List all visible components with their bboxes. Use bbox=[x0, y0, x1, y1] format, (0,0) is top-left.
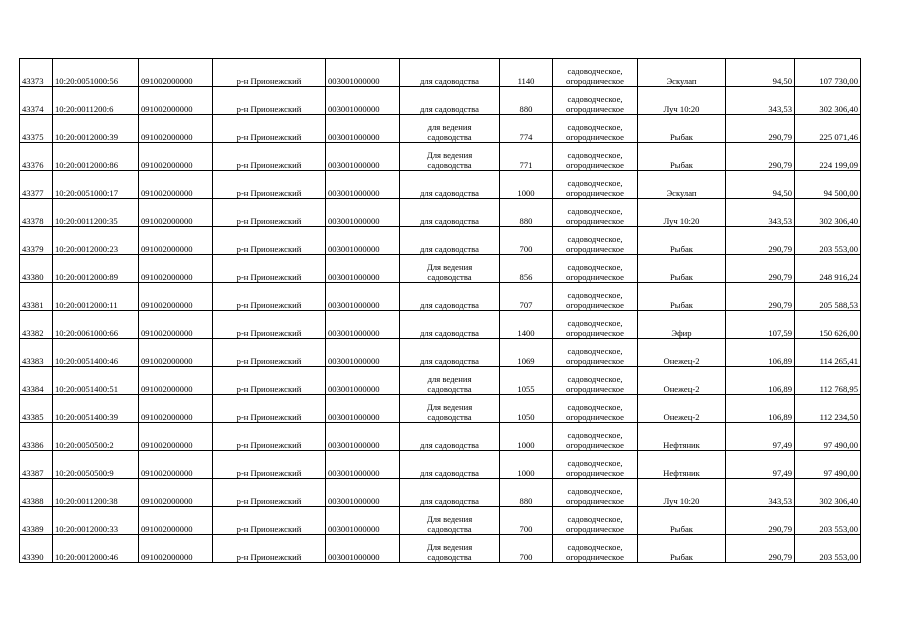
land-category-cell bbox=[553, 87, 638, 115]
permitted-use-cell bbox=[400, 199, 500, 227]
specific-value-cell: 290,79 bbox=[726, 283, 795, 311]
district-cell: р-н Прионежский bbox=[213, 87, 326, 115]
area-cell: 1050 bbox=[500, 395, 553, 423]
partnership-name-cell: Рыбак bbox=[638, 143, 726, 171]
permitted-use-cell bbox=[400, 395, 500, 423]
permitted-use-line: садоводства bbox=[427, 412, 472, 422]
permitted-use-line: садоводства bbox=[427, 132, 472, 142]
partnership-name-cell: Луч 10:20 bbox=[638, 87, 726, 115]
permitted-use-cell bbox=[400, 115, 500, 143]
cadastral-cost-cell: 205 588,53 bbox=[795, 283, 861, 311]
permitted-use-cell bbox=[400, 535, 500, 563]
land-category-line: огородническое bbox=[566, 76, 624, 86]
land-category-cell bbox=[553, 507, 638, 535]
permitted-use-line: для садоводства bbox=[420, 468, 479, 478]
land-category-line: садоводческое, bbox=[567, 66, 623, 76]
cadastral-number-cell: 10:20:0011200:6 bbox=[53, 87, 139, 115]
okato-code-cell: 003001000000 bbox=[326, 451, 400, 479]
region-code-cell: 091002000000 bbox=[139, 479, 213, 507]
cadastral-number-cell: 10:20:0012000:33 bbox=[53, 507, 139, 535]
cadastral-number-cell: 10:20:0050500:2 bbox=[53, 423, 139, 451]
district-cell: р-н Прионежский bbox=[213, 395, 326, 423]
record-number-cell: 43377 bbox=[20, 171, 53, 199]
cadastral-number-cell: 10:20:0012000:86 bbox=[53, 143, 139, 171]
land-category-line: садоводческое, bbox=[567, 514, 623, 524]
land-category-line: садоводческое, bbox=[567, 234, 623, 244]
cadastral-cost-cell: 302 306,40 bbox=[795, 199, 861, 227]
table-row bbox=[20, 479, 861, 507]
permitted-use-cell bbox=[400, 507, 500, 535]
permitted-use-line: садоводства bbox=[427, 160, 472, 170]
cadastral-cost-cell: 97 490,00 bbox=[795, 451, 861, 479]
area-cell: 880 bbox=[500, 87, 553, 115]
region-code-cell: 091002000000 bbox=[139, 255, 213, 283]
region-code-cell: 091002000000 bbox=[139, 339, 213, 367]
permitted-use-cell bbox=[400, 227, 500, 255]
permitted-use-line: для садоводства bbox=[420, 76, 479, 86]
cadastral-number-cell: 10:20:0051400:51 bbox=[53, 367, 139, 395]
permitted-use-line: садоводства bbox=[427, 524, 472, 534]
land-category-cell bbox=[553, 479, 638, 507]
table-row bbox=[20, 227, 861, 255]
record-number-cell: 43390 bbox=[20, 535, 53, 563]
land-category-line: огородническое bbox=[566, 468, 624, 478]
cadastral-number-cell: 10:20:0012000:46 bbox=[53, 535, 139, 563]
cadastral-number-cell: 10:20:0051400:39 bbox=[53, 395, 139, 423]
land-category-cell bbox=[553, 283, 638, 311]
land-category-line: садоводческое, bbox=[567, 486, 623, 496]
permitted-use-line: для ведения bbox=[427, 122, 472, 132]
cadastral-cost-cell: 203 553,00 bbox=[795, 535, 861, 563]
registry-body bbox=[20, 59, 861, 563]
cadastral-number-cell: 10:20:0012000:89 bbox=[53, 255, 139, 283]
land-category-cell bbox=[553, 115, 638, 143]
cadastral-cost-cell: 203 553,00 bbox=[795, 227, 861, 255]
okato-code-cell: 003001000000 bbox=[326, 339, 400, 367]
cadastral-cost-cell: 94 500,00 bbox=[795, 171, 861, 199]
area-cell: 700 bbox=[500, 535, 553, 563]
cadastral-cost-cell: 224 199,09 bbox=[795, 143, 861, 171]
area-cell: 1069 bbox=[500, 339, 553, 367]
permitted-use-line: Для ведения bbox=[426, 514, 473, 524]
land-category-line: садоводческое, bbox=[567, 374, 623, 384]
land-category-line: огородническое bbox=[566, 132, 624, 142]
table-row bbox=[20, 395, 861, 423]
permitted-use-cell bbox=[400, 479, 500, 507]
cadastral-cost-cell: 112 234,50 bbox=[795, 395, 861, 423]
region-code-cell: 091002000000 bbox=[139, 451, 213, 479]
cadastral-cost-cell: 97 490,00 bbox=[795, 423, 861, 451]
permitted-use-cell bbox=[400, 171, 500, 199]
area-cell: 880 bbox=[500, 479, 553, 507]
permitted-use-line: для садоводства bbox=[420, 300, 479, 310]
record-number-cell: 43379 bbox=[20, 227, 53, 255]
land-category-cell bbox=[553, 227, 638, 255]
area-cell: 1000 bbox=[500, 423, 553, 451]
land-category-cell bbox=[553, 255, 638, 283]
district-cell: р-н Прионежский bbox=[213, 199, 326, 227]
land-category-line: садоводческое, bbox=[567, 262, 623, 272]
region-code-cell: 091002000000 bbox=[139, 199, 213, 227]
partnership-name-cell: Рыбак bbox=[638, 283, 726, 311]
okato-code-cell: 003001000000 bbox=[326, 143, 400, 171]
land-category-line: огородническое bbox=[566, 440, 624, 450]
land-category-line: огородническое bbox=[566, 188, 624, 198]
area-cell: 700 bbox=[500, 227, 553, 255]
table-row bbox=[20, 283, 861, 311]
record-number-cell: 43376 bbox=[20, 143, 53, 171]
land-category-cell bbox=[553, 311, 638, 339]
cadastral-number-cell: 10:20:0011200:35 bbox=[53, 199, 139, 227]
district-cell: р-н Прионежский bbox=[213, 143, 326, 171]
table-row bbox=[20, 507, 861, 535]
land-category-line: огородническое bbox=[566, 524, 624, 534]
region-code-cell: 091002000000 bbox=[139, 395, 213, 423]
cadastral-number-cell: 10:20:0011200:38 bbox=[53, 479, 139, 507]
land-category-line: огородническое bbox=[566, 300, 624, 310]
table-row bbox=[20, 451, 861, 479]
land-category-cell bbox=[553, 395, 638, 423]
specific-value-cell: 97,49 bbox=[726, 451, 795, 479]
partnership-name-cell: Эскулап bbox=[638, 59, 726, 87]
cadastral-number-cell: 10:20:0012000:39 bbox=[53, 115, 139, 143]
permitted-use-line: Для ведения bbox=[426, 542, 473, 552]
permitted-use-cell bbox=[400, 423, 500, 451]
district-cell: р-н Прионежский bbox=[213, 367, 326, 395]
specific-value-cell: 106,89 bbox=[726, 339, 795, 367]
record-number-cell: 43378 bbox=[20, 199, 53, 227]
permitted-use-cell bbox=[400, 339, 500, 367]
land-category-cell bbox=[553, 535, 638, 563]
partnership-name-cell: Нефтяник bbox=[638, 451, 726, 479]
cadastral-cost-cell: 114 265,41 bbox=[795, 339, 861, 367]
record-number-cell: 43382 bbox=[20, 311, 53, 339]
permitted-use-cell bbox=[400, 143, 500, 171]
cadastral-cost-cell: 302 306,40 bbox=[795, 479, 861, 507]
permitted-use-cell bbox=[400, 367, 500, 395]
permitted-use-line: для садоводства bbox=[420, 216, 479, 226]
district-cell: р-н Прионежский bbox=[213, 311, 326, 339]
land-category-line: садоводческое, bbox=[567, 290, 623, 300]
land-category-cell bbox=[553, 367, 638, 395]
cadastral-cost-cell: 225 071,46 bbox=[795, 115, 861, 143]
area-cell: 771 bbox=[500, 143, 553, 171]
permitted-use-line: Для ведения bbox=[426, 150, 473, 160]
table-row bbox=[20, 115, 861, 143]
cadastral-number-cell: 10:20:0050500:9 bbox=[53, 451, 139, 479]
land-category-line: огородническое bbox=[566, 328, 624, 338]
area-cell: 1000 bbox=[500, 171, 553, 199]
specific-value-cell: 107,59 bbox=[726, 311, 795, 339]
region-code-cell: 091002000000 bbox=[139, 507, 213, 535]
table-row bbox=[20, 311, 861, 339]
permitted-use-cell bbox=[400, 311, 500, 339]
record-number-cell: 43373 bbox=[20, 59, 53, 87]
permitted-use-line: для садоводства bbox=[420, 188, 479, 198]
specific-value-cell: 290,79 bbox=[726, 535, 795, 563]
land-category-line: огородническое bbox=[566, 160, 624, 170]
area-cell: 774 bbox=[500, 115, 553, 143]
land-category-cell bbox=[553, 451, 638, 479]
area-cell: 880 bbox=[500, 199, 553, 227]
land-category-line: садоводческое, bbox=[567, 430, 623, 440]
okato-code-cell: 003001000000 bbox=[326, 115, 400, 143]
cadastral-cost-cell: 302 306,40 bbox=[795, 87, 861, 115]
district-cell: р-н Прионежский bbox=[213, 507, 326, 535]
land-category-line: огородническое bbox=[566, 496, 624, 506]
district-cell: р-н Прионежский bbox=[213, 171, 326, 199]
region-code-cell: 091002000000 bbox=[139, 115, 213, 143]
cadastral-number-cell: 10:20:0012000:11 bbox=[53, 283, 139, 311]
cadastral-cost-cell: 150 626,00 bbox=[795, 311, 861, 339]
okato-code-cell: 003001000000 bbox=[326, 423, 400, 451]
land-category-line: садоводческое, bbox=[567, 346, 623, 356]
record-number-cell: 43384 bbox=[20, 367, 53, 395]
table-row bbox=[20, 199, 861, 227]
land-category-line: огородническое bbox=[566, 412, 624, 422]
region-code-cell: 091002000000 bbox=[139, 87, 213, 115]
land-category-cell bbox=[553, 171, 638, 199]
permitted-use-line: для садоводства bbox=[420, 244, 479, 254]
record-number-cell: 43380 bbox=[20, 255, 53, 283]
region-code-cell: 091002000000 bbox=[139, 171, 213, 199]
land-category-line: огородническое bbox=[566, 104, 624, 114]
specific-value-cell: 94,50 bbox=[726, 59, 795, 87]
okato-code-cell: 003001000000 bbox=[326, 199, 400, 227]
okato-code-cell: 003001000000 bbox=[326, 367, 400, 395]
district-cell: р-н Прионежский bbox=[213, 535, 326, 563]
land-category-line: садоводческое, bbox=[567, 542, 623, 552]
area-cell: 707 bbox=[500, 283, 553, 311]
region-code-cell: 091002000000 bbox=[139, 143, 213, 171]
partnership-name-cell: Луч 10:20 bbox=[638, 199, 726, 227]
okato-code-cell: 003001000000 bbox=[326, 507, 400, 535]
partnership-name-cell: Онежец-2 bbox=[638, 339, 726, 367]
table-row bbox=[20, 535, 861, 563]
partnership-name-cell: Эскулап bbox=[638, 171, 726, 199]
area-cell: 1400 bbox=[500, 311, 553, 339]
permitted-use-cell bbox=[400, 87, 500, 115]
partnership-name-cell: Рыбак bbox=[638, 507, 726, 535]
okato-code-cell: 003001000000 bbox=[326, 535, 400, 563]
partnership-name-cell: Рыбак bbox=[638, 535, 726, 563]
land-category-line: огородническое bbox=[566, 356, 624, 366]
cadastral-cost-cell: 112 768,95 bbox=[795, 367, 861, 395]
record-number-cell: 43385 bbox=[20, 395, 53, 423]
region-code-cell: 091002000000 bbox=[139, 283, 213, 311]
permitted-use-line: садоводства bbox=[427, 552, 472, 562]
record-number-cell: 43381 bbox=[20, 283, 53, 311]
permitted-use-cell bbox=[400, 255, 500, 283]
region-code-cell: 091002000000 bbox=[139, 311, 213, 339]
land-category-line: огородническое bbox=[566, 384, 624, 394]
cadastral-cost-cell: 107 730,00 bbox=[795, 59, 861, 87]
specific-value-cell: 290,79 bbox=[726, 227, 795, 255]
district-cell: р-н Прионежский bbox=[213, 227, 326, 255]
land-category-cell bbox=[553, 423, 638, 451]
district-cell: р-н Прионежский bbox=[213, 479, 326, 507]
permitted-use-line: для садоводства bbox=[420, 440, 479, 450]
land-category-line: садоводческое, bbox=[567, 122, 623, 132]
okato-code-cell: 003001000000 bbox=[326, 479, 400, 507]
cadastral-number-cell: 10:20:0012000:23 bbox=[53, 227, 139, 255]
land-category-line: огородническое bbox=[566, 216, 624, 226]
land-category-line: садоводческое, bbox=[567, 458, 623, 468]
partnership-name-cell: Рыбак bbox=[638, 227, 726, 255]
partnership-name-cell: Луч 10:20 bbox=[638, 479, 726, 507]
partnership-name-cell: Нефтяник bbox=[638, 423, 726, 451]
okato-code-cell: 003001000000 bbox=[326, 311, 400, 339]
land-category-line: садоводческое, bbox=[567, 206, 623, 216]
table-row bbox=[20, 87, 861, 115]
cadastral-number-cell: 10:20:0051000:56 bbox=[53, 59, 139, 87]
land-category-cell bbox=[553, 339, 638, 367]
permitted-use-cell bbox=[400, 451, 500, 479]
land-category-cell bbox=[553, 59, 638, 87]
land-category-line: огородническое bbox=[566, 244, 624, 254]
region-code-cell: 091002000000 bbox=[139, 367, 213, 395]
partnership-name-cell: Рыбак bbox=[638, 255, 726, 283]
partnership-name-cell: Онежец-2 bbox=[638, 367, 726, 395]
district-cell: р-н Прионежский bbox=[213, 115, 326, 143]
permitted-use-line: для садоводства bbox=[420, 328, 479, 338]
partnership-name-cell: Эфир bbox=[638, 311, 726, 339]
okato-code-cell: 003001000000 bbox=[326, 255, 400, 283]
okato-code-cell: 003001000000 bbox=[326, 171, 400, 199]
region-code-cell: 091002000000 bbox=[139, 423, 213, 451]
land-registry-table bbox=[19, 58, 861, 563]
record-number-cell: 43389 bbox=[20, 507, 53, 535]
specific-value-cell: 290,79 bbox=[726, 255, 795, 283]
district-cell: р-н Прионежский bbox=[213, 255, 326, 283]
cadastral-number-cell: 10:20:0051400:46 bbox=[53, 339, 139, 367]
permitted-use-line: для ведения bbox=[427, 374, 472, 384]
region-code-cell: 091002000000 bbox=[139, 535, 213, 563]
district-cell: р-н Прионежский bbox=[213, 283, 326, 311]
record-number-cell: 43375 bbox=[20, 115, 53, 143]
table-row bbox=[20, 367, 861, 395]
cadastral-number-cell: 10:20:0051000:17 bbox=[53, 171, 139, 199]
specific-value-cell: 343,53 bbox=[726, 479, 795, 507]
table-row bbox=[20, 255, 861, 283]
record-number-cell: 43388 bbox=[20, 479, 53, 507]
permitted-use-line: для садоводства bbox=[420, 356, 479, 366]
district-cell: р-н Прионежский bbox=[213, 451, 326, 479]
specific-value-cell: 97,49 bbox=[726, 423, 795, 451]
area-cell: 856 bbox=[500, 255, 553, 283]
area-cell: 700 bbox=[500, 507, 553, 535]
record-number-cell: 43386 bbox=[20, 423, 53, 451]
table-row bbox=[20, 171, 861, 199]
permitted-use-cell bbox=[400, 59, 500, 87]
record-number-cell: 43383 bbox=[20, 339, 53, 367]
okato-code-cell: 003001000000 bbox=[326, 59, 400, 87]
land-category-line: садоводческое, bbox=[567, 94, 623, 104]
permitted-use-line: для садоводства bbox=[420, 496, 479, 506]
region-code-cell: 091002000000 bbox=[139, 59, 213, 87]
partnership-name-cell: Онежец-2 bbox=[638, 395, 726, 423]
cadastral-cost-cell: 248 916,24 bbox=[795, 255, 861, 283]
area-cell: 1000 bbox=[500, 451, 553, 479]
specific-value-cell: 106,89 bbox=[726, 395, 795, 423]
land-category-line: садоводческое, bbox=[567, 402, 623, 412]
specific-value-cell: 290,79 bbox=[726, 115, 795, 143]
land-category-line: огородническое bbox=[566, 272, 624, 282]
record-number-cell: 43374 bbox=[20, 87, 53, 115]
area-cell: 1055 bbox=[500, 367, 553, 395]
specific-value-cell: 343,53 bbox=[726, 87, 795, 115]
table-row bbox=[20, 423, 861, 451]
table-row bbox=[20, 59, 861, 87]
specific-value-cell: 343,53 bbox=[726, 199, 795, 227]
cadastral-cost-cell: 203 553,00 bbox=[795, 507, 861, 535]
permitted-use-line: Для ведения bbox=[426, 262, 473, 272]
permitted-use-cell bbox=[400, 283, 500, 311]
okato-code-cell: 003001000000 bbox=[326, 87, 400, 115]
land-category-cell bbox=[553, 143, 638, 171]
area-cell: 1140 bbox=[500, 59, 553, 87]
permitted-use-line: садоводства bbox=[427, 272, 472, 282]
land-category-line: садоводческое, bbox=[567, 318, 623, 328]
okato-code-cell: 003001000000 bbox=[326, 227, 400, 255]
cadastral-number-cell: 10:20:0061000:66 bbox=[53, 311, 139, 339]
okato-code-cell: 003001000000 bbox=[326, 395, 400, 423]
table-row bbox=[20, 143, 861, 171]
permitted-use-line: садоводства bbox=[427, 384, 472, 394]
specific-value-cell: 94,50 bbox=[726, 171, 795, 199]
district-cell: р-н Прионежский bbox=[213, 59, 326, 87]
table-row bbox=[20, 339, 861, 367]
okato-code-cell: 003001000000 bbox=[326, 283, 400, 311]
land-category-line: садоводческое, bbox=[567, 150, 623, 160]
land-category-cell bbox=[553, 199, 638, 227]
specific-value-cell: 290,79 bbox=[726, 143, 795, 171]
district-cell: р-н Прионежский bbox=[213, 339, 326, 367]
permitted-use-line: для садоводства bbox=[420, 104, 479, 114]
specific-value-cell: 290,79 bbox=[726, 507, 795, 535]
record-number-cell: 43387 bbox=[20, 451, 53, 479]
specific-value-cell: 106,89 bbox=[726, 367, 795, 395]
district-cell: р-н Прионежский bbox=[213, 423, 326, 451]
permitted-use-line: Для ведения bbox=[426, 402, 473, 412]
region-code-cell: 091002000000 bbox=[139, 227, 213, 255]
land-category-line: садоводческое, bbox=[567, 178, 623, 188]
land-category-line: огородническое bbox=[566, 552, 624, 562]
partnership-name-cell: Рыбак bbox=[638, 115, 726, 143]
